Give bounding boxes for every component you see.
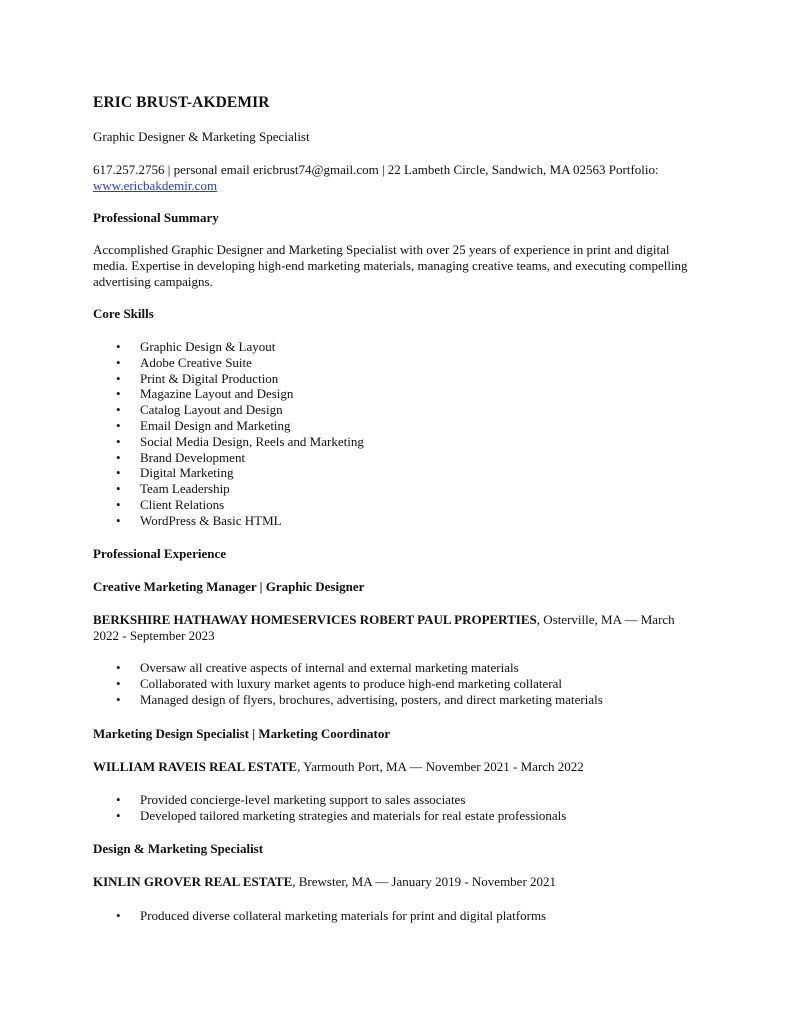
section-heading-summary: Professional Summary [93, 210, 219, 225]
job-details: , Yarmouth Port, MA — November 2021 - March 2022 [297, 759, 584, 774]
candidate-name: ERIC BRUST-AKDEMIR [93, 94, 270, 111]
bullet-icon: • [116, 370, 121, 386]
bullet-icon: • [116, 792, 121, 807]
job-bullets [93, 792, 566, 824]
bullet-icon: • [116, 449, 121, 465]
list-item: • Social Media Design, Reels and Marketing [116, 433, 364, 449]
bullet-icon: • [116, 465, 121, 481]
list-item: • Managed design of flyers, brochures, advertising, posters, and direct marketing materials [116, 691, 603, 707]
list-item: • WordPress & Basic HTML [116, 512, 282, 528]
list-item: • Team Leadership [116, 481, 230, 497]
job-bullets [93, 660, 603, 707]
summary-text: Accomplished Graphic Designer and Marketing Specialist with over 25 years of experience in print and digital media. Expertise in developing high-end marketing materials, managing creative teams, and executing compelling advertising campaigns. [93, 242, 688, 289]
job-role: Marketing Design Specialist | Marketing Coordinator [93, 726, 391, 741]
job-details: , Osterville, MA — March 2022 - September 2023 [93, 612, 675, 643]
bullet-icon: • [116, 908, 121, 923]
list-item: • Brand Development [116, 449, 246, 465]
job-role: Creative Marketing Manager | Graphic Designer [93, 579, 365, 594]
job-role: Design & Marketing Specialist [93, 841, 264, 856]
bullet-icon: • [116, 512, 121, 528]
bullet-icon: • [116, 354, 121, 370]
bullet-icon: • [116, 481, 121, 497]
list-item: • Collaborated with luxury market agents to produce high-end marketing collateral [116, 675, 563, 691]
bullet-icon: • [116, 675, 121, 691]
contact-info [93, 162, 703, 194]
bullet-icon: • [116, 402, 121, 418]
list-item: • Oversaw all creative aspects of internal and external marketing materials [116, 660, 519, 675]
list-item: • Provided concierge-level marketing support to sales associates [116, 792, 466, 807]
job-company: BERKSHIRE HATHAWAY HOMESERVICES ROBERT PAUL PROPERTIES [93, 612, 537, 627]
contact-line: 617.257.2756 | personal email ericbrust74@gmail.com | 22 Lambeth Circle, Sandwich, MA 02563 Portfolio: [93, 162, 659, 177]
bullet-icon: • [116, 339, 121, 354]
portfolio-link[interactable]: www.ericbakdemir.com [93, 178, 218, 193]
bullet-icon: • [116, 660, 121, 675]
job-bullets [93, 908, 546, 924]
bullet-icon: • [116, 433, 121, 449]
job-details: , Brewster, MA — January 2019 - November 2021 [292, 874, 557, 889]
list-item: • Adobe Creative Suite [116, 354, 252, 370]
list-item: • Print & Digital Production [116, 370, 279, 386]
skills-list [93, 339, 364, 529]
list-item: • Email Design and Marketing [116, 417, 291, 433]
bullet-icon: • [116, 691, 121, 707]
bullet-icon: • [116, 386, 121, 402]
bullet-icon: • [116, 807, 121, 823]
section-heading-skills: Core Skills [93, 306, 154, 321]
job-company-line [93, 874, 556, 890]
list-item: • Magazine Layout and Design [116, 386, 294, 402]
bullet-icon: • [116, 496, 121, 512]
list-item: • Developed tailored marketing strategies and materials for real estate professionals [116, 807, 567, 823]
job-company: WILLIAM RAVEIS REAL ESTATE [93, 759, 298, 774]
job-company: KINLIN GROVER REAL ESTATE [93, 874, 293, 889]
bullet-icon: • [116, 417, 121, 433]
list-item: • Catalog Layout and Design [116, 402, 283, 418]
job-company-line [93, 612, 703, 644]
job-company-line [93, 759, 584, 775]
candidate-title: Graphic Designer & Marketing Specialist [93, 129, 310, 144]
section-heading-experience: Professional Experience [93, 546, 226, 561]
list-item: • Client Relations [116, 496, 225, 512]
list-item: • Graphic Design & Layout [116, 339, 276, 354]
list-item: • Produced diverse collateral marketing materials for print and digital platforms [116, 908, 547, 923]
list-item: • Digital Marketing [116, 465, 234, 481]
